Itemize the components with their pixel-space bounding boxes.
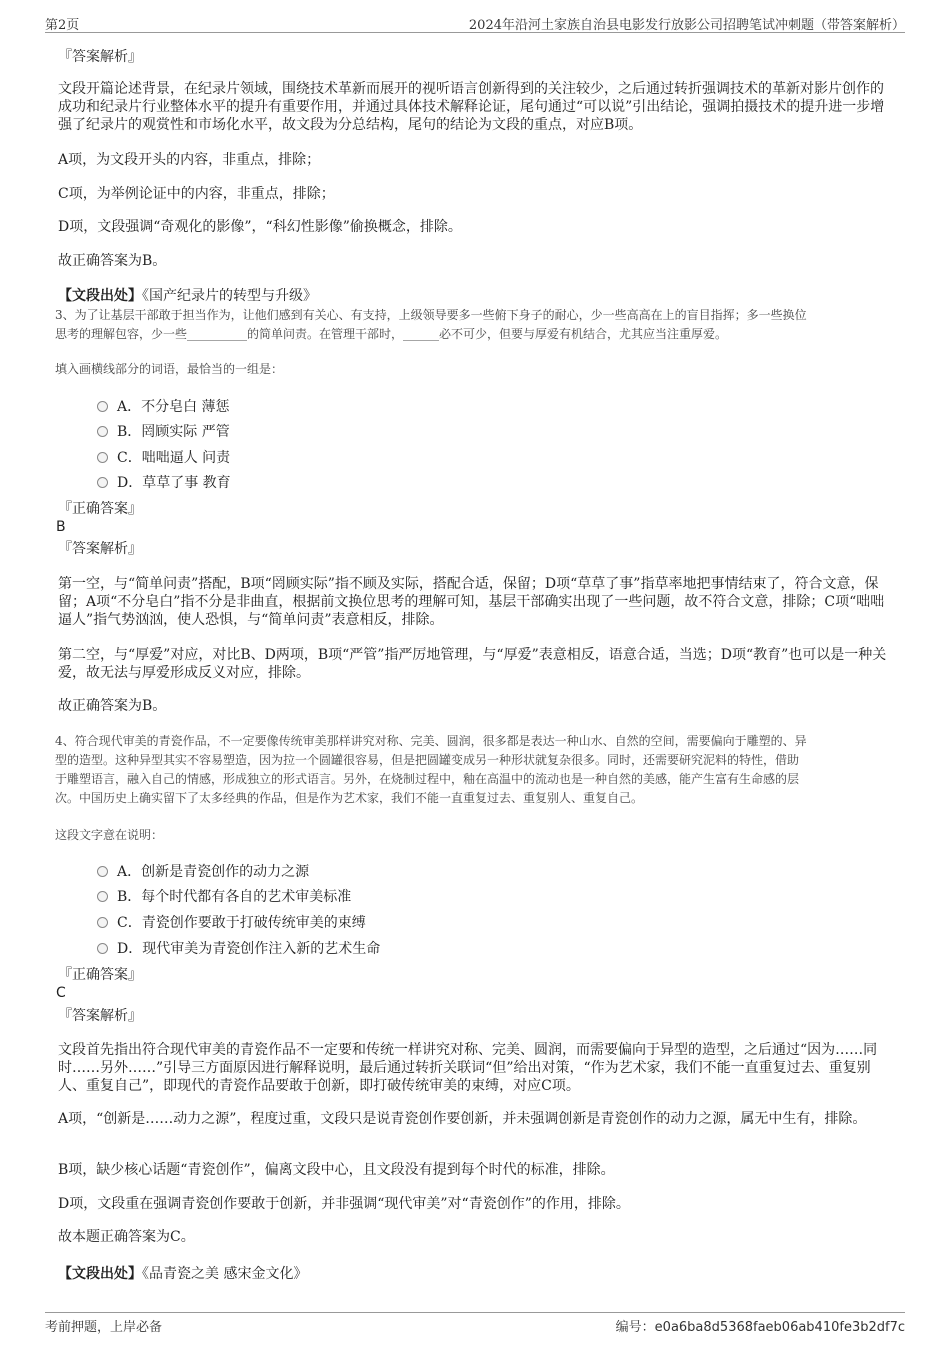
option-label: C．咄咄逼人 问责	[117, 450, 231, 466]
q2-conclusion: 故正确答案为B。	[58, 253, 167, 269]
source-label: 【文段出处】	[58, 288, 142, 304]
page-header	[45, 12, 905, 33]
option-label: B．每个时代都有各自的艺术审美标准	[117, 889, 352, 905]
footer-slogan: 考前押题，上岸必备	[45, 1320, 163, 1335]
page-footer	[45, 1312, 905, 1333]
q4-analysis-paragraph: 文段首先指出符合现代审美的青瓷作品不一定要和传统一样讲究对称、完美、圆润，而需要偏向于异型的造型，之后通过“因为……同时……另外……”引导三方面原因进行解释说明，最后通过转折关联词“但”给出对策，“作为艺术家，我们不能一直重复过去、重复别人、重复自己”，即现代的青瓷作品要敢于创新，即打破传统审美的束缚，对应C项。	[58, 1042, 878, 1094]
q3-option-c[interactable]	[97, 447, 230, 467]
q4-option-d[interactable]	[97, 938, 380, 958]
q3-analysis-paragraph: 第二空，与“厚爱”对应，对比B、D两项，B项“严管”指严厉地管理，与“厚爱”表意相反，语意合适，当选；D项“教育”也可以是一种关爱，故无法与厚爱形成反义对应，排除。	[58, 647, 887, 681]
q4-conclusion: 故本题正确答案为C。	[58, 1229, 195, 1245]
radio-button[interactable]	[97, 477, 108, 488]
q3-question-text	[55, 306, 895, 344]
question-line: 型的造型。这种异型其实不容易塑造，因为拉一个圆罐很容易，但是把圆罐变成另一种形状就复杂很多。同时，还需要研究泥料的特性，借助	[55, 753, 800, 767]
q4-option-a[interactable]	[97, 861, 309, 881]
radio-button[interactable]	[97, 943, 108, 954]
radio-button[interactable]	[97, 866, 108, 877]
q4-option-c[interactable]	[97, 912, 366, 932]
q4-analysis-paragraph: A项，“创新是……动力之源”，程度过重，文段只是说青瓷创作要创新，并未强调创新是青瓷创作的动力之源，属无中生有，排除。	[58, 1111, 867, 1127]
q3-prompt: 填入画横线部分的词语，最恰当的一组是：	[55, 362, 284, 376]
q4-question-text	[55, 732, 895, 808]
radio-button[interactable]	[97, 452, 108, 463]
q3-option-d[interactable]	[97, 472, 231, 492]
option-label: A．不分皂白 薄惩	[117, 399, 230, 415]
q4-analysis-paragraph: D项，文段重在强调青瓷创作要敢于创新，并非强调“现代审美”对“青瓷创作”的作用，排除。	[58, 1196, 630, 1212]
question-line: 次。中国历史上确实留下了太多经典的作品，但是作为艺术家，我们不能一直重复过去、重复别人、重复自己。	[55, 791, 644, 805]
radio-button[interactable]	[97, 426, 108, 437]
q2-analysis-paragraph: C项，为举例论证中的内容，非重点，排除；	[58, 186, 335, 202]
q4-option-b[interactable]	[97, 886, 351, 906]
q4-answer: C	[56, 985, 66, 1001]
page-number: 第2页	[45, 18, 80, 33]
question-line: 于雕塑语言，融入自己的情感，形成独立的形式语言。另外，在烧制过程中，釉在高温中的流动也是一种自然的美感，能产生富有生命感的层	[55, 772, 800, 786]
code-value: e0a6ba8d5368faeb06ab410fe3b2df7c	[654, 1320, 905, 1335]
q3-analysis-paragraph: 第一空，与“简单问责”搭配，B项“罔顾实际”指不顾及实际，搭配合适，保留；D项“草草了事”指草率地把事情结束了，符合文意，保留；A项“不分皂白”指不分是非曲直，根据前文换位思考的理解可知，基层干部确实出现了一些问题，故不符合文意，排除；C项“咄咄逼人”指气势汹汹，使人恐惧，与“简单问责”表意相反，排除。	[58, 576, 885, 628]
question-line: 思考的理解包容，少一些__________的简单问责。在管理干部时，______必不可少，但要与厚爱有机结合，尤其应当注重厚爱。	[55, 327, 728, 341]
q3-option-a[interactable]	[97, 396, 230, 416]
q3-analysis-label: 『答案解析』	[58, 541, 142, 557]
q3-conclusion: 故正确答案为B。	[58, 698, 167, 714]
q4-prompt: 这段文字意在说明：	[55, 828, 164, 842]
option-label: A．创新是青瓷创作的动力之源	[117, 864, 310, 880]
q2-analysis-paragraph: 文段开篇论述背景，在纪录片领域，围绕技术革新而展开的视听语言创新得到的关注较少，之后通过转折强调技术的革新对影片创作的成功和纪录片行业整体水平的提升有重要作用，并通过具体技术解释论证，尾句通过“可以说”引出结论，强调拍摄技术的提升进一步增强了纪录片的观赏性和市场化水平，故文段为分总结构，尾句的结论为文段的重点，对应B项。	[58, 81, 885, 133]
q2-analysis-paragraph: A项，为文段开头的内容，非重点，排除；	[58, 152, 321, 168]
code-label: 编号：	[615, 1320, 655, 1335]
option-label: D．现代审美为青瓷创作注入新的艺术生命	[117, 941, 381, 957]
q4-correct-label: 『正确答案』	[58, 967, 142, 983]
q4-analysis-label: 『答案解析』	[58, 1008, 142, 1024]
q2-analysis-label: 『答案解析』	[58, 49, 142, 65]
source-label: 【文段出处】	[58, 1266, 142, 1282]
option-label: C．青瓷创作要敢于打破传统审美的束缚	[117, 915, 366, 931]
q4-analysis-paragraph: B项，缺少核心话题“青瓷创作”，偏离文段中心，且文段没有提到每个时代的标准，排除。	[58, 1162, 615, 1178]
q3-answer: B	[56, 519, 66, 535]
q3-correct-label: 『正确答案』	[58, 501, 142, 517]
option-label: D．草草了事 教育	[117, 475, 231, 491]
q2-analysis-paragraph: D项，文段强调“奇观化的影像”，“科幻性影像”偷换概念，排除。	[58, 219, 462, 235]
radio-button[interactable]	[97, 401, 108, 412]
question-line: 4、符合现代审美的青瓷作品，不一定要像传统审美那样讲究对称、完美、圆润，很多都是表达一种山水、自然的空间，需要偏向于雕塑的、异	[55, 734, 807, 748]
footer-code	[616, 1316, 905, 1335]
source-title: 《国产纪录片的转型与升级》	[142, 288, 317, 304]
source-title: 《品青瓷之美 感宋金文化》	[142, 1266, 308, 1282]
option-label: B．罔顾实际 严管	[117, 424, 230, 440]
q4-source	[58, 1263, 307, 1283]
radio-button[interactable]	[97, 891, 108, 902]
document-title: 2024年沿河土家族自治县电影发行放影公司招聘笔试冲刺题（带答案解析）	[468, 18, 905, 33]
q3-option-b[interactable]	[97, 421, 230, 441]
question-line: 3、为了让基层干部敢于担当作为，让他们感到有关心、有支持，上级领导要多一些俯下身子的耐心，少一些高高在上的盲目指挥；多一些换位	[55, 308, 807, 322]
q2-source	[58, 285, 317, 305]
radio-button[interactable]	[97, 917, 108, 928]
